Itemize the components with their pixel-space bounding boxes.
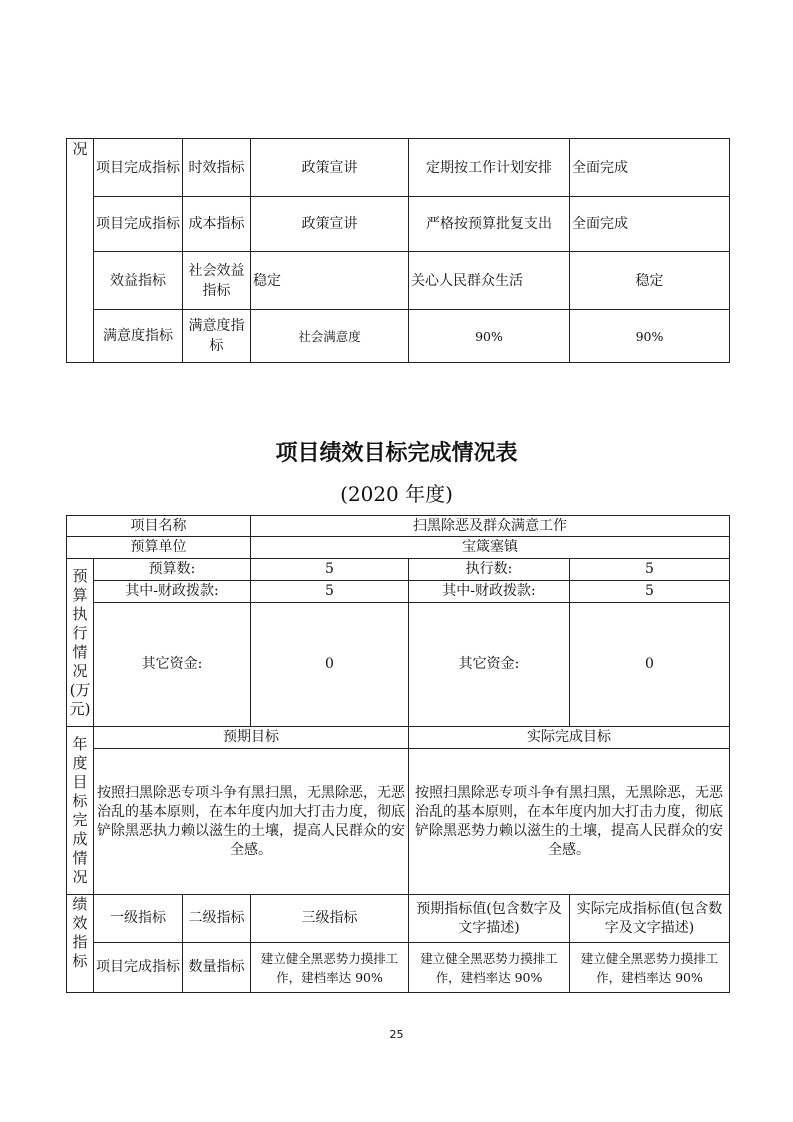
executed-label: 执行数:	[409, 559, 570, 581]
performance-goal-table	[66, 515, 730, 993]
header-actual: 实际完成指标值(包含数字及文字描述)	[570, 895, 730, 943]
budget-side-label: 预算执行情况(万元)	[67, 559, 94, 727]
other-funds-label: 其它资金:	[409, 603, 570, 727]
expected-goal-text: 按照扫黑除恶专项斗争有黑扫黑，无黑除恶，无恶治乱的基本原则，在本年度内加大打击力度，彻底铲除黑恶执力赖以滋生的土壤，提高人民群众的安全感。	[94, 749, 409, 895]
fiscal-label: 其中-财政拨款:	[409, 581, 570, 603]
expected-cell: 关心人民群众生活	[409, 252, 570, 310]
budget-label: 预算数:	[94, 559, 251, 581]
page-title: 项目绩效目标完成情况表	[275, 441, 518, 466]
fiscal-label: 其中-财政拨款:	[94, 581, 251, 603]
actual-goal-label: 实际完成目标	[409, 727, 730, 749]
level1-cell: 效益指标	[94, 252, 183, 310]
expected-cell: 定期按工作计划安排	[409, 139, 570, 197]
row-actual: 建立健全黑恶势力摸排工作，建档率达 90%	[570, 943, 730, 993]
fiscal-value: 5	[251, 581, 409, 603]
header-expected: 预期指标值(包含数字及文字描述)	[409, 895, 570, 943]
expected-cell: 90%	[409, 310, 570, 363]
budget-value: 5	[251, 559, 409, 581]
actual-goal-text: 按照扫黑除恶专项斗争有黑扫黑，无黑除恶，无恶治乱的基本原则，在本年度内加大打击力度，彻底铲除黑恶势力赖以滋生的土壤，提高人民群众的安全感。	[409, 749, 730, 895]
header-level2: 二级指标	[183, 895, 251, 943]
actual-cell: 稳定	[570, 252, 730, 310]
page-subtitle: (2020 年度)	[340, 482, 453, 506]
actual-cell: 全面完成	[570, 197, 730, 252]
other-funds-value: 0	[251, 603, 409, 727]
row-level3: 建立健全黑恶势力摸排工作，建档率达 90%	[251, 943, 409, 993]
annual-side-label: 年度目标完成情况	[67, 727, 94, 895]
level2-cell: 社会效益指标	[183, 252, 251, 310]
actual-cell: 90%	[570, 310, 730, 363]
project-name-value: 扫黑除恶及群众满意工作	[251, 516, 730, 537]
level3-cell: 政策宣讲	[251, 197, 409, 252]
level2-cell: 成本指标	[183, 197, 251, 252]
actual-cell: 全面完成	[570, 139, 730, 197]
side-label: 况	[67, 139, 94, 363]
other-funds-label: 其它资金:	[94, 603, 251, 727]
level3-cell: 社会满意度	[251, 310, 409, 363]
header-level3: 三级指标	[251, 895, 409, 943]
level1-cell: 项目完成指标	[94, 139, 183, 197]
row-level1: 项目完成指标	[94, 943, 183, 993]
fiscal-value: 5	[570, 581, 730, 603]
performance-table-continued	[66, 138, 730, 363]
budget-unit-value: 宝箴塞镇	[251, 537, 730, 559]
perf-side-label: 绩效指标	[67, 895, 94, 993]
row-expected: 建立健全黑恶势力摸排工作，建档率达 90%	[409, 943, 570, 993]
expected-goal-label: 预期目标	[94, 727, 409, 749]
expected-cell: 严格按预算批复支出	[409, 197, 570, 252]
level1-cell: 项目完成指标	[94, 197, 183, 252]
page-number: 25	[389, 1028, 404, 1041]
level1-cell: 满意度指标	[94, 310, 183, 363]
header-level1: 一级指标	[94, 895, 183, 943]
level2-cell: 时效指标	[183, 139, 251, 197]
budget-unit-label: 预算单位	[67, 537, 251, 559]
level3-cell: 政策宣讲	[251, 139, 409, 197]
executed-value: 5	[570, 559, 730, 581]
other-funds-value: 0	[570, 603, 730, 727]
level3-cell: 稳定	[251, 252, 409, 310]
project-name-label: 项目名称	[67, 516, 251, 537]
level2-cell: 满意度指标	[183, 310, 251, 363]
row-level2: 数量指标	[183, 943, 251, 993]
